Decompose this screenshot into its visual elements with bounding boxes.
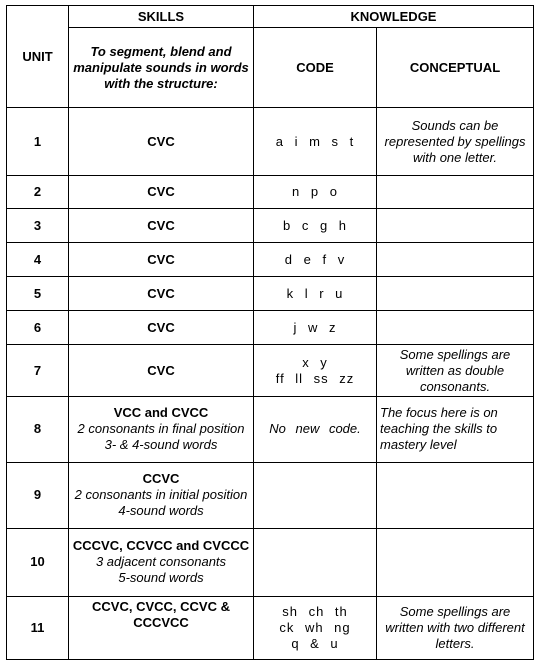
skill-cell bbox=[69, 209, 254, 243]
table-row-unit-2 bbox=[7, 176, 534, 209]
skill-line: CCVC, CVCC, CCVC & bbox=[92, 598, 230, 614]
header-unit: UNIT bbox=[7, 6, 69, 108]
code-line: k l r u bbox=[286, 285, 344, 301]
code-line: j w z bbox=[293, 319, 337, 335]
code-line: d e f v bbox=[284, 251, 346, 267]
unit-number: 4 bbox=[7, 243, 69, 277]
skill-cell bbox=[69, 243, 254, 277]
table-row-unit-6 bbox=[7, 311, 534, 345]
unit-number: 10 bbox=[7, 528, 69, 596]
unit-number: 7 bbox=[7, 345, 69, 396]
skill-cell bbox=[69, 108, 254, 176]
skill-cell bbox=[69, 396, 254, 462]
code-line: ck wh ng bbox=[279, 619, 351, 635]
code-line: b c g h bbox=[282, 217, 348, 233]
code-line: x y bbox=[302, 354, 328, 370]
header-skills: SKILLS bbox=[69, 6, 254, 28]
header-row-sub bbox=[7, 28, 534, 108]
table-row-unit-1 bbox=[7, 108, 534, 176]
unit-number: 1 bbox=[7, 108, 69, 176]
concept-cell bbox=[377, 311, 534, 345]
header-skills-sub: To segment, blend and manipulate sounds in words with the structure: bbox=[69, 28, 254, 108]
code-cell bbox=[254, 209, 377, 243]
skill-line: 3 adjacent consonants bbox=[95, 554, 227, 570]
unit-number: 2 bbox=[7, 176, 69, 209]
table-row-unit-3 bbox=[7, 209, 534, 243]
skill-line: 2 consonants in initial position bbox=[74, 487, 248, 503]
code-cell bbox=[254, 345, 377, 396]
table-row-unit-8 bbox=[7, 396, 534, 462]
skill-line: 4-sound words bbox=[118, 503, 204, 519]
skill-line: 5-sound words bbox=[118, 570, 204, 586]
concept-cell bbox=[377, 277, 534, 311]
unit-number: 8 bbox=[7, 396, 69, 462]
concept-cell: The focus here is on teaching the skills to mastery level bbox=[377, 396, 534, 462]
unit-number: 3 bbox=[7, 209, 69, 243]
code-cell bbox=[254, 108, 377, 176]
table-row-unit-9 bbox=[7, 462, 534, 528]
table-row-unit-4 bbox=[7, 243, 534, 277]
skill-line: CVC bbox=[147, 217, 175, 233]
skill-line: CCCVC, CCVCC and CVCCC bbox=[72, 538, 250, 554]
skill-cell bbox=[69, 528, 254, 596]
code-line: a i m s t bbox=[275, 133, 355, 149]
skill-cell bbox=[69, 596, 254, 659]
table-row-unit-7 bbox=[7, 345, 534, 396]
concept-cell bbox=[377, 209, 534, 243]
skill-line: 2 consonants in final position bbox=[77, 421, 245, 437]
header-code: CODE bbox=[254, 28, 377, 108]
unit-number: 9 bbox=[7, 462, 69, 528]
skill-cell bbox=[69, 462, 254, 528]
concept-cell bbox=[377, 176, 534, 209]
skill-line: CVC bbox=[147, 362, 175, 378]
concept-cell bbox=[377, 243, 534, 277]
concept-cell: Some spellings are written as double consonants. bbox=[377, 345, 534, 396]
unit-number: 5 bbox=[7, 277, 69, 311]
concept-cell: Sounds can be represented by spellings with one letter. bbox=[377, 108, 534, 176]
skill-line: CVC bbox=[147, 319, 175, 335]
header-conceptual: CONCEPTUAL bbox=[377, 28, 534, 108]
code-line: n p o bbox=[292, 184, 338, 200]
code-line: No new code. bbox=[269, 421, 361, 437]
curriculum-table bbox=[6, 5, 534, 660]
code-cell bbox=[254, 277, 377, 311]
skill-line: VCC and CVCC bbox=[113, 405, 209, 421]
table-row-unit-5 bbox=[7, 277, 534, 311]
skill-line: CVC bbox=[147, 133, 175, 149]
concept-cell: Some spellings are written with two different letters. bbox=[377, 596, 534, 659]
code-cell bbox=[254, 462, 377, 528]
code-cell bbox=[254, 176, 377, 209]
skill-cell bbox=[69, 345, 254, 396]
code-line: q & u bbox=[291, 635, 339, 651]
header-knowledge: KNOWLEDGE bbox=[254, 6, 534, 28]
skill-cell bbox=[69, 311, 254, 345]
table-row-unit-10 bbox=[7, 528, 534, 596]
code-line: sh ch th bbox=[282, 603, 348, 619]
code-cell bbox=[254, 396, 377, 462]
skill-line: CVC bbox=[147, 184, 175, 200]
concept-cell bbox=[377, 462, 534, 528]
code-cell bbox=[254, 311, 377, 345]
skill-line: CCVC bbox=[142, 471, 180, 487]
unit-number: 6 bbox=[7, 311, 69, 345]
skill-line: CVC bbox=[147, 251, 175, 267]
skill-line: 3- & 4-sound words bbox=[104, 437, 218, 453]
concept-cell bbox=[377, 528, 534, 596]
header-row-top bbox=[7, 6, 534, 28]
skill-line: CVC bbox=[147, 285, 175, 301]
code-line: ff ll ss zz bbox=[275, 370, 355, 386]
skill-cell bbox=[69, 176, 254, 209]
code-cell bbox=[254, 596, 377, 659]
skill-cell bbox=[69, 277, 254, 311]
code-cell bbox=[254, 528, 377, 596]
table-row-unit-11 bbox=[7, 596, 534, 659]
unit-number: 11 bbox=[7, 596, 69, 659]
code-cell bbox=[254, 243, 377, 277]
skill-line: CCCVCC bbox=[133, 614, 189, 630]
